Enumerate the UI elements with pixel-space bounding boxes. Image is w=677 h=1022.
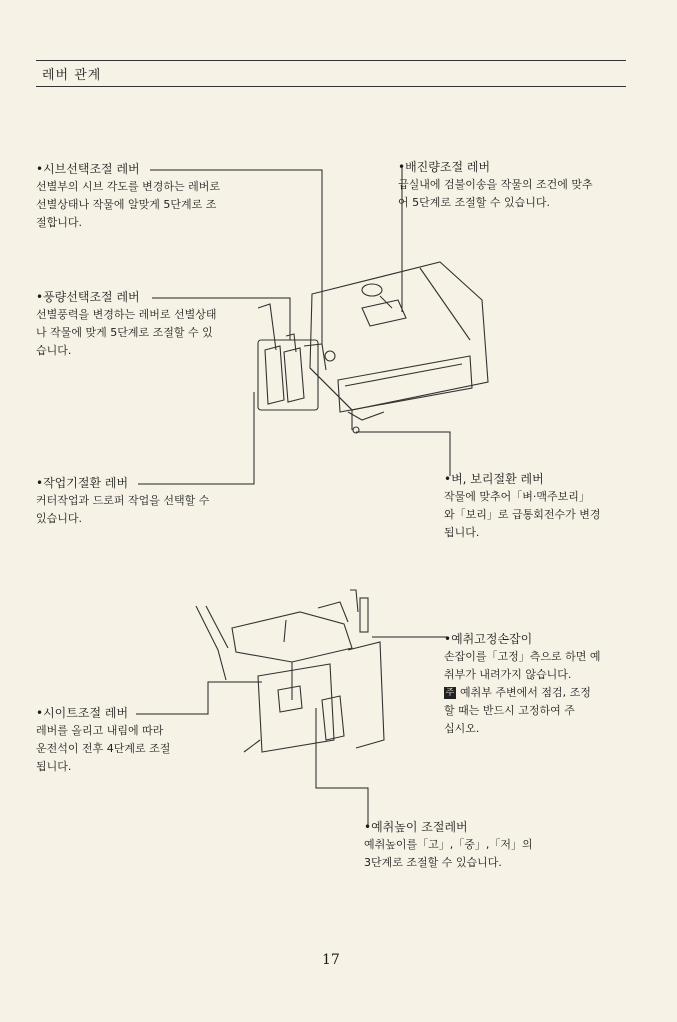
callout-line: 됩니다. [444, 526, 480, 539]
upper-machine-drawing [258, 262, 488, 433]
callout-line: 나 작물에 맞게 5단계로 조절할 수 있 [36, 326, 213, 339]
callout-line: 운전석이 전후 4단계로 조절 [36, 742, 171, 755]
callout-title: •시브선택조절 레버 [36, 162, 140, 176]
callout-reaper-lock-handle [444, 630, 634, 738]
leader-line-rice [356, 432, 450, 476]
callout-line: 있습니다. [36, 512, 83, 525]
callout-line: 급실내에 검불이송을 작물의 조건에 맞추 [398, 178, 593, 191]
callout-line: 예취높이를「고」,「중」,「저」의 [364, 838, 533, 851]
callout-line: 취부가 내려가지 않습니다. [444, 668, 572, 681]
callout-work-lever [36, 474, 268, 528]
callout-title: •시이트조절 레버 [36, 706, 129, 720]
callout-title: •풍량선택조절 레버 [36, 290, 140, 304]
callout-line: 선별부의 시브 각도를 변경하는 레버로 [36, 180, 221, 193]
callout-title: •배진량조절 레버 [398, 160, 491, 174]
callout-fan-lever [36, 288, 268, 360]
callout-line: 어 5단계로 조절할 수 있습니다. [398, 196, 550, 209]
leader-line-reaper-height [316, 708, 368, 828]
caution-badge-icon: 주 [445, 688, 455, 698]
callout-line: 3단계로 조절할 수 있습니다. [364, 856, 502, 869]
callout-reaper-height-lever [364, 818, 584, 872]
callout-sieve-lever [36, 160, 268, 232]
note-line: 십시오. [444, 722, 480, 735]
note-line: 할 때는 반드시 고정하여 주 [444, 704, 575, 717]
callout-rice-barley-lever [444, 470, 634, 542]
leader-line-work [138, 392, 254, 484]
callout-title: •벼, 보리절환 레버 [444, 472, 544, 486]
callout-line: 습니다. [36, 344, 72, 357]
callout-line: 손잡이를「고정」측으로 하면 예 [444, 650, 601, 663]
callout-seat-lever [36, 704, 216, 776]
callout-line: 와「보리」로 급통회전수가 변경 [444, 508, 601, 521]
callout-title: •작업기절환 레버 [36, 476, 129, 490]
callout-line: 커터작업과 드로퍼 작업을 선택할 수 [36, 494, 210, 507]
lower-cab-drawing [196, 590, 384, 752]
callout-line: 작물에 맞추어「벼·맥주보리」 [444, 490, 590, 503]
callout-line: 레버를 올리고 내림에 따라 [36, 724, 164, 737]
callout-title: •예취높이 조절레버 [364, 820, 468, 834]
page-title: 레버 관계 [42, 68, 102, 83]
callout-line: 절합니다. [36, 216, 83, 229]
callout-discharge-lever [398, 158, 634, 212]
callout-line: 선별상태나 작물에 알맞게 5단계로 조 [36, 198, 217, 211]
note-line: 예취부 주변에서 점검, 조정 [460, 686, 591, 699]
callout-line: 선별풍력을 변경하는 레버로 선별상태 [36, 308, 217, 321]
callout-line: 됩니다. [36, 760, 72, 773]
callout-title: •예취고정손잡이 [444, 632, 533, 646]
caution-note [444, 684, 634, 702]
page-number: 17 [322, 952, 340, 968]
